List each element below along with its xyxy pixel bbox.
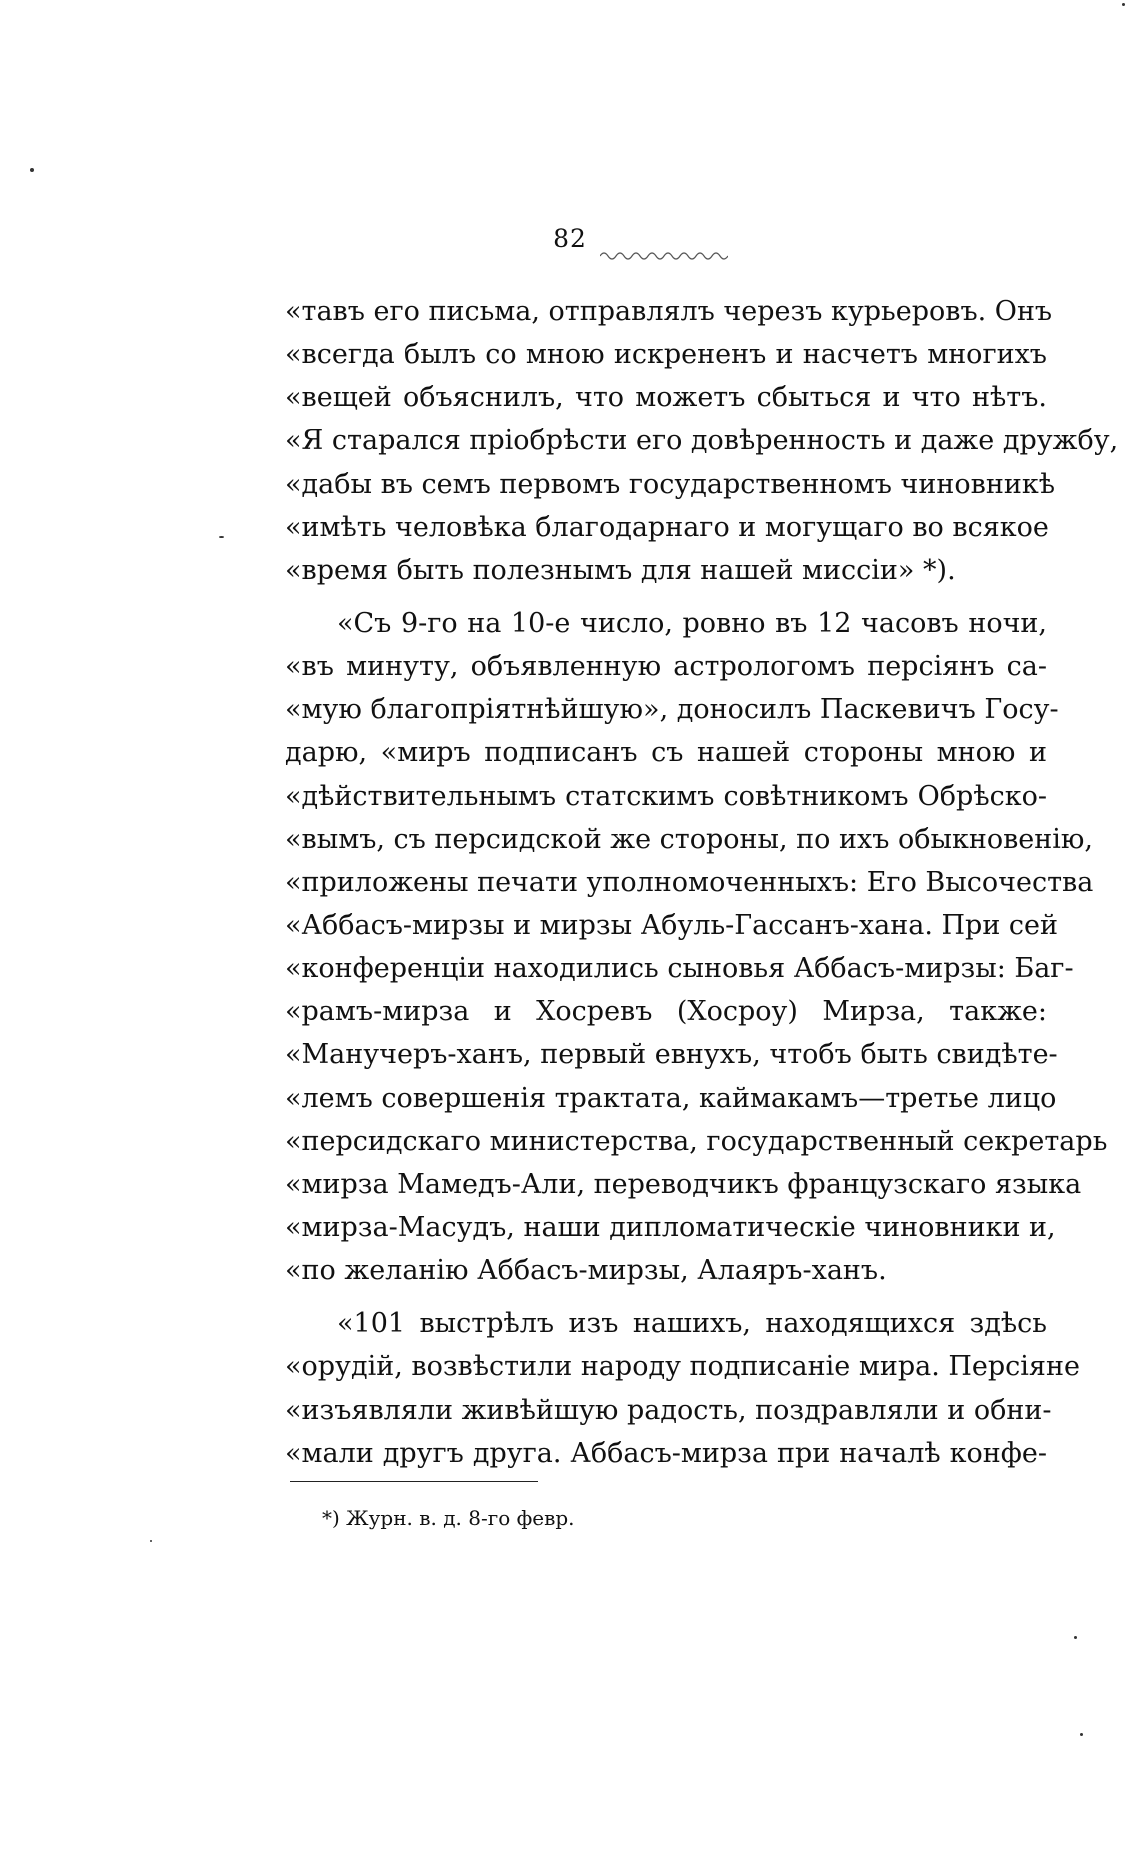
text-line: «лемъ совершенія трактата, каймакамъ—третье лицо bbox=[285, 1082, 1057, 1114]
text-line: «орудій, возвѣстили народу подписаніе мира. Персіяне bbox=[285, 1351, 1080, 1383]
text-line: «всегда былъ со мною искрененъ и насчетъ многихъ bbox=[285, 339, 1047, 371]
text-line: «тавъ его письма, отправлялъ черезъ курьеровъ. Онъ bbox=[285, 296, 1053, 327]
text-line: «рамъ-мирза и Хосревъ (Хосроу) Мирза, также: bbox=[285, 996, 1047, 1028]
text-line: «Манучеръ-ханъ, первый евнухъ, чтобъ быть свидѣте- bbox=[285, 1039, 1058, 1071]
scan-speck bbox=[1074, 1636, 1077, 1639]
scan-speck bbox=[1080, 1733, 1083, 1736]
text-line: «мую благопріятнѣйшую», доносилъ Паскевичъ Госу- bbox=[285, 694, 1059, 726]
text-line: «дабы въ семъ первомъ государственномъ чиновникѣ bbox=[285, 468, 1055, 500]
paragraph bbox=[285, 602, 1108, 1292]
text-line: «по желанію Аббасъ-мирзы, Алаяръ-ханъ. bbox=[285, 1255, 887, 1287]
text-line: «мали другъ друга. Аббасъ-мирза при началѣ конфе- bbox=[285, 1437, 1047, 1469]
text-line: «персидскаго министерства, государственный секретарь bbox=[285, 1125, 1108, 1157]
footnote: *) Журн. в. д. 8-го февр. bbox=[322, 1506, 575, 1530]
text-line: «мирза-Масудъ, наши дипломатическіе чиновники и, bbox=[285, 1211, 1056, 1243]
footnote-rule bbox=[290, 1481, 538, 1482]
text-line: «101 выстрѣлъ изъ нашихъ, находящихся здѣсь bbox=[337, 1308, 1047, 1340]
text-line: «вещей объяснилъ, что можетъ сбыться и что нѣтъ. bbox=[285, 382, 1047, 414]
scan-speck bbox=[219, 536, 224, 538]
text-line: «Съ 9-го на 10-е число, ровно въ 12 часовъ ночи, bbox=[337, 607, 1047, 639]
text-line: «время быть полезнымъ для нашей миссіи» *). bbox=[285, 554, 956, 586]
text-line: «Аббасъ-мирзы и мирзы Абуль-Гассанъ-хана. При сей bbox=[285, 909, 1058, 941]
body-text bbox=[285, 290, 1119, 1475]
ornament-divider bbox=[600, 247, 728, 261]
text-line: «конференціи находились сыновья Аббасъ-мирзы: Баг- bbox=[285, 953, 1074, 985]
text-line: «мирза Мамедъ-Али, переводчикъ французскаго языка bbox=[285, 1168, 1082, 1200]
scan-speck bbox=[150, 1540, 152, 1542]
scan-speck bbox=[30, 168, 34, 172]
text-line: «приложены печати уполномоченныхъ: Его Высочества bbox=[285, 866, 1094, 898]
scan-speck bbox=[1122, 3, 1125, 6]
text-line: «изъявляли живѣйшую радость, поздравляли и обни- bbox=[285, 1394, 1052, 1426]
text-line: «Я старался пріобрѣсти его довѣренность и даже дружбу, bbox=[285, 425, 1119, 457]
text-line: «вымъ, съ персидской же стороны, по ихъ обыкновенію, bbox=[285, 823, 1094, 855]
text-line: «имѣть человѣка благодарнаго и могущаго во всякое bbox=[285, 511, 1049, 543]
text-line: дарю, «миръ подписанъ съ нашей стороны мною и bbox=[285, 737, 1047, 769]
page-number: 82 bbox=[553, 224, 587, 253]
text-line: «дѣйствительнымъ статскимъ совѣтникомъ Обрѣско- bbox=[285, 780, 1047, 812]
paragraph bbox=[285, 1302, 1080, 1475]
text-line: «въ минуту, объявленную астрологомъ персіянъ са- bbox=[285, 651, 1047, 683]
paragraph bbox=[285, 290, 1119, 592]
